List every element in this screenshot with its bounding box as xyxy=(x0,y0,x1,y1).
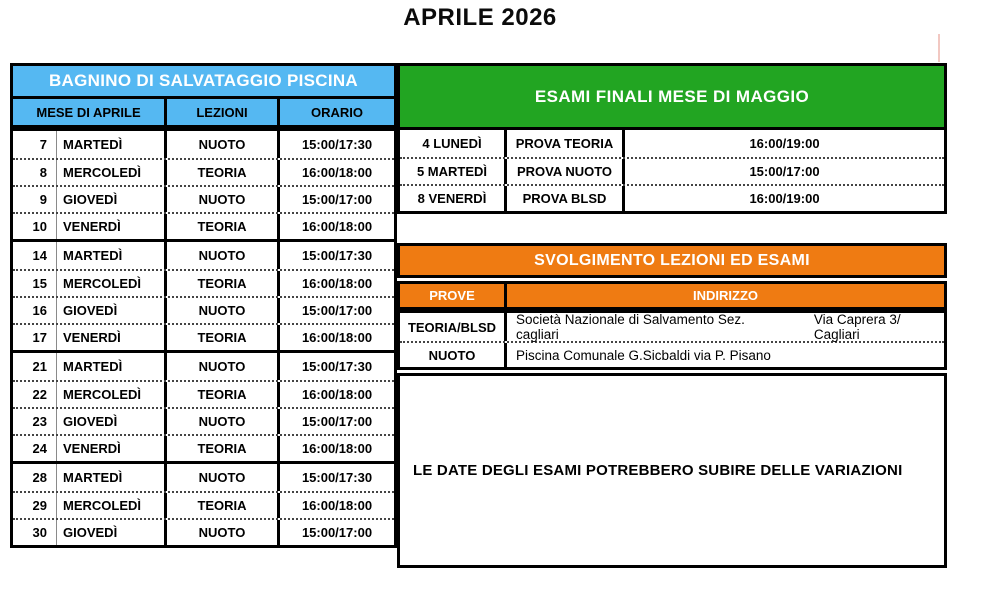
table-row xyxy=(13,212,394,239)
column-header-prove: PROVE xyxy=(397,281,507,310)
time-cell: 16:00/18:00 xyxy=(301,330,373,345)
day-number: 23 xyxy=(13,409,57,434)
day-name: MARTEDÌ xyxy=(63,248,123,263)
time-cell: 16:00/18:00 xyxy=(301,219,373,234)
locations-table xyxy=(397,310,947,370)
time-cell: 15:00/17:00 xyxy=(301,414,373,429)
column-header-mese: MESE DI APRILE xyxy=(13,99,167,125)
lesson-cell: NUOTO xyxy=(167,353,280,380)
time-cell: 15:00/17:00 xyxy=(301,192,373,207)
table-row xyxy=(13,380,394,407)
location-prova-cell: NUOTO xyxy=(400,343,507,367)
week-group-2 xyxy=(13,239,394,350)
address-street: Via Caprera 3/ Cagliari xyxy=(813,312,901,342)
week-group-1 xyxy=(13,128,394,239)
location-prova-cell: TEORIA/BLSD xyxy=(400,313,507,341)
day-name: GIOVEDÌ xyxy=(63,414,118,429)
day-number: 9 xyxy=(13,187,57,212)
location-address-cell xyxy=(507,343,944,367)
table-row xyxy=(13,185,394,212)
time-cell: 15:00/17:30 xyxy=(301,137,373,152)
exam-day-cell: 5 MARTEDÌ xyxy=(400,159,507,184)
day-name: GIOVEDÌ xyxy=(63,303,118,318)
day-number: 24 xyxy=(13,436,57,461)
exam-day-cell: 8 VENERDÌ xyxy=(400,186,507,211)
column-header-orario: ORARIO xyxy=(311,104,363,120)
lesson-cell: NUOTO xyxy=(167,242,280,269)
lesson-cell: NUOTO xyxy=(167,131,280,158)
exam-time-cell: 16:00/19:00 xyxy=(749,136,820,151)
lesson-cell: TEORIA xyxy=(167,271,280,296)
exams-header: ESAMI FINALI MESE DI MAGGIO xyxy=(397,63,947,130)
week-group-4 xyxy=(13,461,394,545)
day-name: VENERDÌ xyxy=(63,330,121,345)
exam-test-cell: PROVA BLSD xyxy=(507,186,625,211)
column-header-lezioni: LEZIONI xyxy=(167,99,280,125)
time-cell: 16:00/18:00 xyxy=(301,498,373,513)
time-cell: 15:00/17:30 xyxy=(301,248,373,263)
lesson-cell: NUOTO xyxy=(167,409,280,434)
day-number: 21 xyxy=(13,353,57,380)
lesson-cell: TEORIA xyxy=(167,493,280,518)
locations-column-headers xyxy=(397,281,947,310)
table-row xyxy=(13,269,394,296)
spacer xyxy=(397,214,947,243)
lesson-cell: NUOTO xyxy=(167,520,280,545)
lesson-cell: NUOTO xyxy=(167,464,280,491)
april-table-column-headers xyxy=(13,99,394,128)
table-row xyxy=(400,130,944,157)
exam-day-cell: 4 LUNEDÌ xyxy=(400,130,507,157)
day-name: MARTEDÌ xyxy=(63,137,123,152)
time-cell: 15:00/17:30 xyxy=(301,470,373,485)
table-row xyxy=(400,341,944,367)
time-cell: 15:00/17:00 xyxy=(301,525,373,540)
exam-time-cell: 16:00/19:00 xyxy=(749,191,820,206)
day-name: GIOVEDÌ xyxy=(63,192,118,207)
day-number: 22 xyxy=(13,382,57,407)
table-row xyxy=(13,518,394,545)
day-number: 29 xyxy=(13,493,57,518)
red-mark-decoration xyxy=(938,34,940,62)
april-schedule-table xyxy=(10,63,397,548)
day-number: 15 xyxy=(13,271,57,296)
lesson-cell: TEORIA xyxy=(167,382,280,407)
location-address-cell xyxy=(507,313,944,341)
table-row xyxy=(13,242,394,269)
day-number: 8 xyxy=(13,160,57,185)
right-section xyxy=(397,63,947,568)
day-name: VENERDÌ xyxy=(63,441,121,456)
table-row xyxy=(13,353,394,380)
exam-time-cell: 15:00/17:00 xyxy=(749,164,820,179)
locations-header: SVOLGIMENTO LEZIONI ED ESAMI xyxy=(397,243,947,278)
table-row xyxy=(13,296,394,323)
day-number: 7 xyxy=(13,131,57,158)
table-row xyxy=(13,407,394,434)
table-row xyxy=(13,491,394,518)
table-row xyxy=(13,434,394,461)
day-number: 30 xyxy=(13,520,57,545)
table-row xyxy=(400,157,944,184)
week-group-3 xyxy=(13,350,394,461)
page-title: APRILE 2026 xyxy=(403,4,557,31)
column-header-indirizzo: INDIRIZZO xyxy=(507,281,947,310)
lesson-cell: TEORIA xyxy=(167,325,280,350)
lesson-cell: TEORIA xyxy=(167,436,280,461)
exam-variations-notice: LE DATE DEGLI ESAMI POTREBBERO SUBIRE DELLE VARIAZIONI xyxy=(397,373,947,568)
day-name: VENERDÌ xyxy=(63,219,121,234)
lesson-cell: NUOTO xyxy=(167,298,280,323)
time-cell: 16:00/18:00 xyxy=(301,387,373,402)
day-name: MARTEDÌ xyxy=(63,470,123,485)
address-text: Società Nazionale di Salvamento Sez. cagliari xyxy=(516,312,745,342)
table-row xyxy=(400,184,944,211)
lesson-cell: TEORIA xyxy=(167,160,280,185)
day-name: MERCOLEDÌ xyxy=(63,276,141,291)
april-table-title: BAGNINO DI SALVATAGGIO PISCINA xyxy=(13,66,394,99)
time-cell: 16:00/18:00 xyxy=(301,276,373,291)
lesson-cell: NUOTO xyxy=(167,187,280,212)
time-cell: 15:00/17:00 xyxy=(301,303,373,318)
day-number: 14 xyxy=(13,242,57,269)
time-cell: 16:00/18:00 xyxy=(301,165,373,180)
day-name: GIOVEDÌ xyxy=(63,525,118,540)
address-text: Piscina Comunale G.Sicbaldi via P. Pisano xyxy=(516,347,771,363)
day-name: MERCOLEDÌ xyxy=(63,498,141,513)
exam-test-cell: PROVA NUOTO xyxy=(507,159,625,184)
day-number: 10 xyxy=(13,214,57,239)
lesson-cell: TEORIA xyxy=(167,214,280,239)
time-cell: 16:00/18:00 xyxy=(301,441,373,456)
day-number: 16 xyxy=(13,298,57,323)
table-row xyxy=(13,131,394,158)
table-row xyxy=(13,464,394,491)
exam-test-cell: PROVA TEORIA xyxy=(507,130,625,157)
day-name: MERCOLEDÌ xyxy=(63,165,141,180)
table-row xyxy=(13,323,394,350)
day-name: MERCOLEDÌ xyxy=(63,387,141,402)
day-number: 17 xyxy=(13,325,57,350)
day-number: 28 xyxy=(13,464,57,491)
table-row xyxy=(13,158,394,185)
exams-table xyxy=(397,130,947,214)
time-cell: 15:00/17:30 xyxy=(301,359,373,374)
table-row xyxy=(400,313,944,341)
day-name: MARTEDÌ xyxy=(63,359,123,374)
